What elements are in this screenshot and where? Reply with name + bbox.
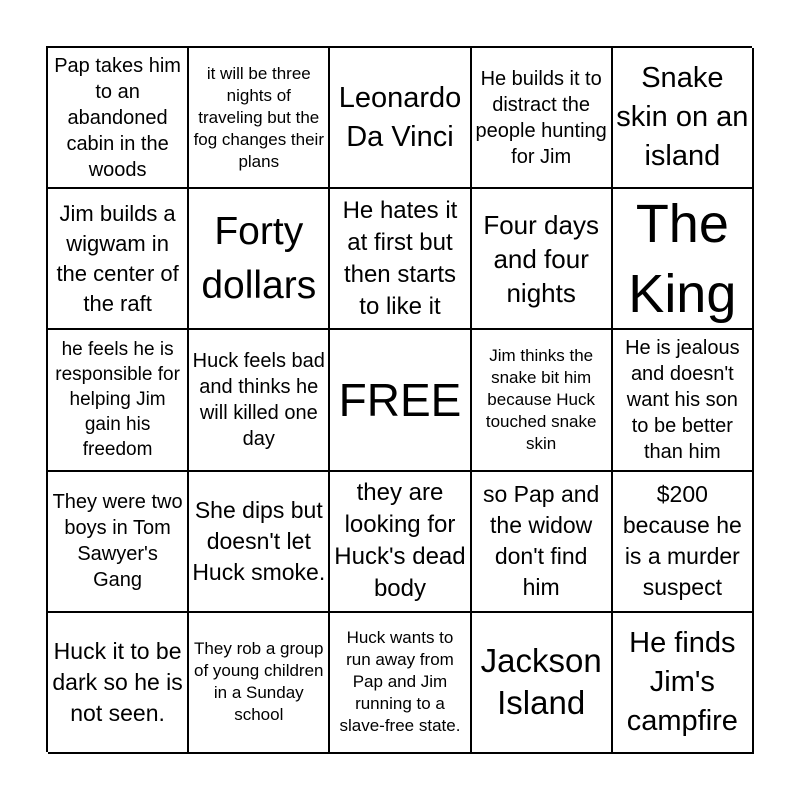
cell-text: He hates it at first but then starts to like it — [342, 196, 458, 320]
bingo-cell-r5c5[interactable] — [613, 613, 754, 754]
bingo-cell-r5c1[interactable] — [48, 613, 189, 754]
bingo-board — [46, 46, 752, 752]
bingo-cell-r4c2[interactable] — [189, 472, 330, 613]
cell-text: The King — [628, 193, 737, 324]
bingo-cell-r1c1[interactable] — [48, 48, 189, 189]
bingo-cell-r3c4[interactable] — [472, 330, 613, 471]
bingo-cell-r5c4[interactable] — [472, 613, 613, 754]
bingo-cell-r3c2[interactable] — [189, 330, 330, 471]
cell-text: it will be three nights of traveling but the fog changes their plans — [193, 63, 324, 171]
cell-text: Pap takes him to an abandoned cabin in the woods — [54, 54, 181, 181]
bingo-cell-r1c3[interactable] — [330, 48, 471, 189]
cell-text: $200 because he is a murder suspect — [622, 481, 742, 601]
cell-text: Leonardo Da Vinci — [338, 81, 462, 153]
bingo-cell-r4c3[interactable] — [330, 472, 471, 613]
cell-text: He finds Jim's campfire — [626, 626, 738, 737]
cell-text: He is jealous and doesn't want his son to be better than him — [625, 336, 740, 463]
cell-text: they are looking for Huck's dead body — [334, 479, 466, 603]
cell-text: Huck it to be dark so he is not seen. — [52, 637, 183, 726]
bingo-cell-r2c1[interactable] — [48, 189, 189, 330]
cell-text: Forty dollars — [201, 209, 317, 307]
cell-text: so Pap and the widow don't find him — [482, 481, 600, 601]
bingo-cell-r2c5[interactable] — [613, 189, 754, 330]
bingo-cell-r5c2[interactable] — [189, 613, 330, 754]
cell-text: Jim thinks the snake bit him because Huck touched snake skin — [485, 345, 597, 453]
cell-text: Snake skin on an island — [616, 62, 749, 173]
bingo-cell-r2c2[interactable] — [189, 189, 330, 330]
bingo-cell-r2c4[interactable] — [472, 189, 613, 330]
cell-text: Four days and four nights — [483, 209, 599, 308]
bingo-cell-r2c3[interactable] — [330, 189, 471, 330]
cell-text: They were two boys in Tom Sawyer's Gang — [52, 491, 183, 592]
cell-text: Jackson Island — [480, 642, 602, 722]
free-space-text: FREE — [338, 373, 462, 426]
bingo-cell-r1c2[interactable] — [189, 48, 330, 189]
bingo-cell-r3c1[interactable] — [48, 330, 189, 471]
cell-text: Huck feels bad and thinks he will killed one day — [192, 349, 325, 450]
cell-text: he feels he is responsible for helping Jim gain his freedom — [55, 339, 180, 461]
bingo-cell-r1c5[interactable] — [613, 48, 754, 189]
bingo-cell-r3c5[interactable] — [613, 330, 754, 471]
bingo-cell-r4c1[interactable] — [48, 472, 189, 613]
cell-text: Jim builds a wigwam in the center of the raft — [56, 200, 179, 316]
cell-text: He builds it to distract the people hunting for Jim — [475, 67, 607, 168]
bingo-cell-r5c3[interactable] — [330, 613, 471, 754]
cell-text: She dips but doesn't let Huck smoke. — [192, 496, 326, 585]
bingo-cell-r4c4[interactable] — [472, 472, 613, 613]
bingo-cell-r1c4[interactable] — [472, 48, 613, 189]
cell-text: They rob a group of young children in a Sunday school — [194, 639, 324, 725]
bingo-cell-free[interactable] — [330, 330, 471, 471]
bingo-cell-r4c5[interactable] — [613, 472, 754, 613]
cell-text: Huck wants to run away from Pap and Jim running to a slave-free state. — [339, 628, 461, 736]
